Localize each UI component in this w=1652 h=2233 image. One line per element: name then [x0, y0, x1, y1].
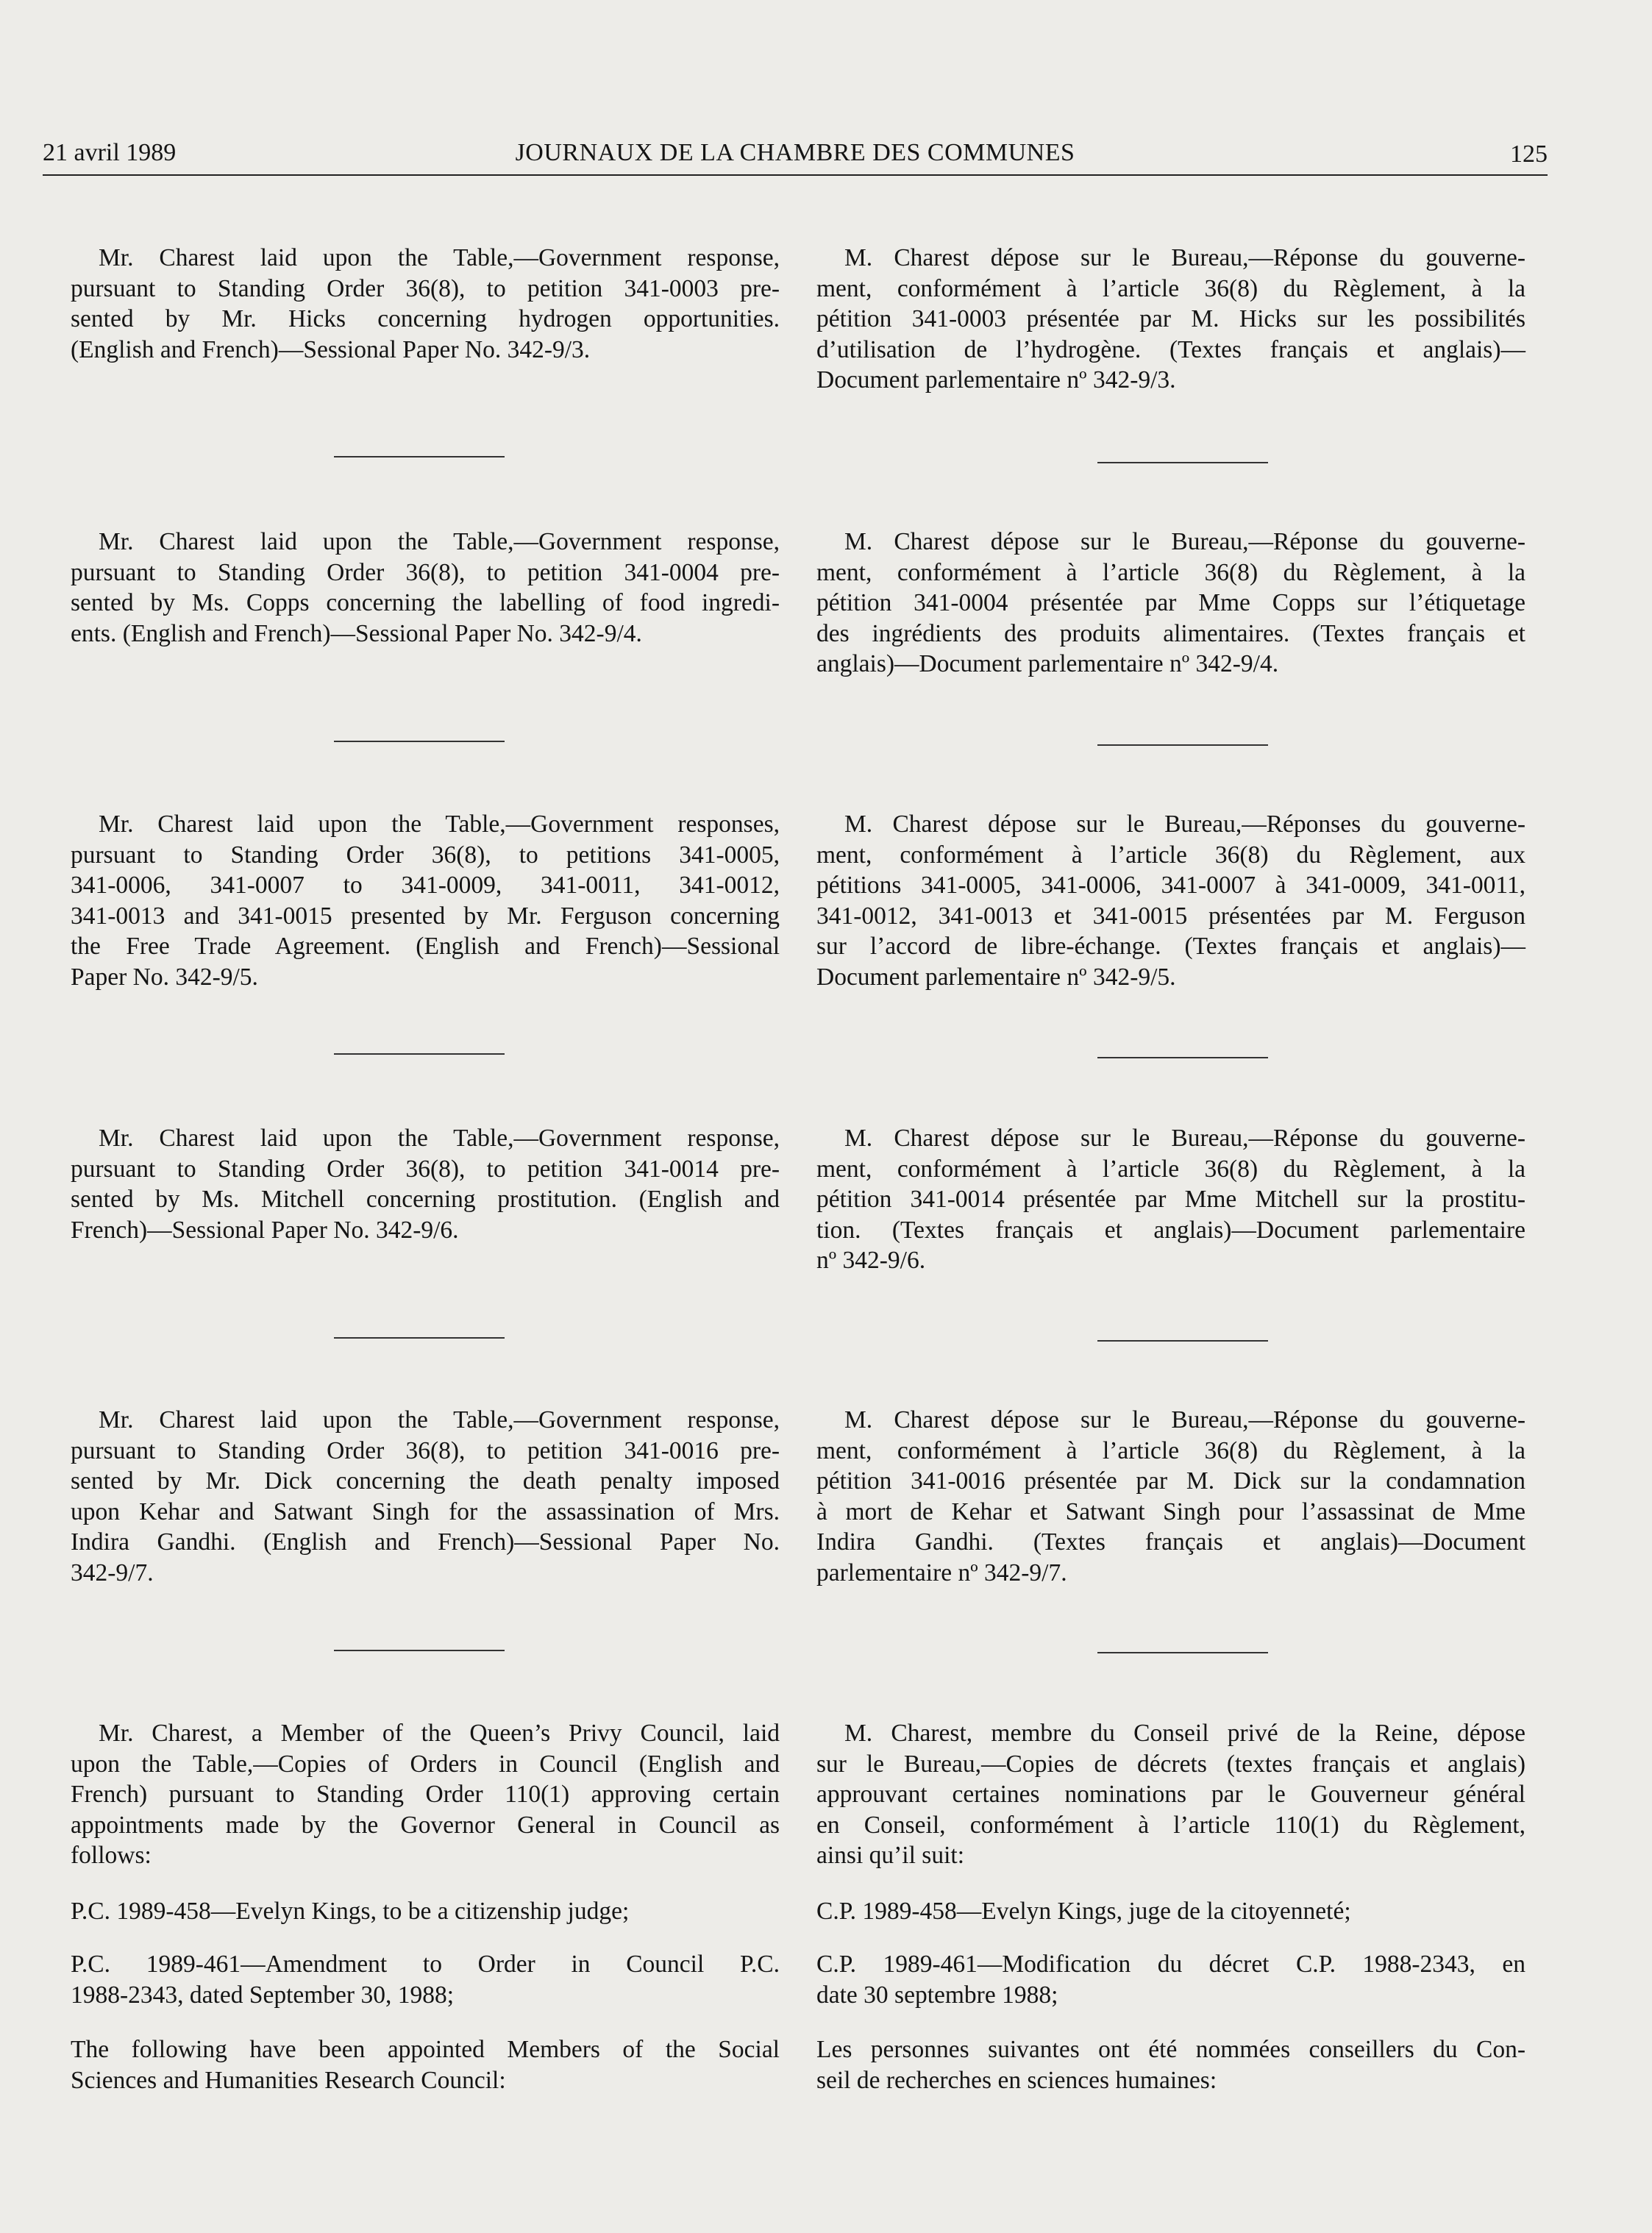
text-line: à mort de Kehar et Satwant Singh pour l’assassinat de Mme [816, 1497, 1525, 1525]
paragraph-fr-4 [816, 1123, 1525, 1276]
text-line: P.C. 1989-461—Amendment to Order in Council P.C. [71, 1951, 780, 1978]
text-line: appointments made by the Governor General in Council as [71, 1811, 780, 1839]
paragraph-en-5 [71, 1405, 780, 1588]
text-line: anglais)—Document parlementaire nº 342-9/4. [816, 650, 1279, 677]
separator-rule [334, 1337, 505, 1339]
text-line: nº 342-9/6. [816, 1247, 926, 1274]
separator-rule [1097, 744, 1268, 746]
text-line: pursuant to Standing Order 36(8), to petition 341-0003 pre- [71, 274, 780, 302]
text-line: Mr. Charest laid upon the Table,—Government response, [99, 244, 780, 271]
text-line: pétition 341-0016 présentée par M. Dick sur la condamnation [816, 1467, 1525, 1495]
text-line: approuvant certaines nominations par le Gouverneur général [816, 1781, 1525, 1808]
text-line: M. Charest, membre du Conseil privé de la Reine, dépose [844, 1720, 1525, 1747]
text-line: ment, conformément à l’article 36(8) du Règlement, aux [816, 841, 1525, 869]
text-line: 1988-2343, dated September 30, 1988; [71, 1981, 455, 2009]
text-line: pursuant to Standing Order 36(8), to petition 341-0014 pre- [71, 1155, 780, 1183]
paragraph-fr-2 [816, 527, 1525, 680]
text-line: C.P. 1989-458—Evelyn Kings, juge de la citoyenneté; [816, 1898, 1351, 1925]
header-date: 21 avril 1989 [43, 139, 177, 166]
page-number: 125 [1510, 140, 1548, 168]
paragraph-fr-5 [816, 1405, 1525, 1588]
separator-rule [1097, 1340, 1268, 1342]
text-line: M. Charest dépose sur le Bureau,—Réponse du gouverne- [844, 528, 1525, 555]
text-line: Paper No. 342-9/5. [71, 963, 258, 991]
page-header [43, 138, 1548, 177]
text-line: Mr. Charest laid upon the Table,—Government response, [99, 1406, 780, 1434]
text-line: pétition 341-0014 présentée par Mme Mitchell sur la prostitu- [816, 1186, 1525, 1213]
text-line: M. Charest dépose sur le Bureau,—Réponses du gouverne- [844, 811, 1525, 838]
text-line: pétitions 341-0005, 341-0006, 341-0007 à 341-0009, 341-0011, [816, 872, 1525, 899]
text-line: 342-9/7. [71, 1559, 154, 1586]
text-line: Mr. Charest, a Member of the Queen’s Privy Council, laid [99, 1720, 780, 1747]
paragraph-en-6 [71, 1718, 780, 1871]
paragraph-en-7 [71, 1896, 780, 1927]
text-line: Mr. Charest laid upon the Table,—Government response, [99, 1125, 780, 1152]
text-line: Mr. Charest laid upon the Table,—Government responses, [99, 811, 780, 838]
text-line: tion. (Textes français et anglais)—Document parlementaire [816, 1216, 1525, 1244]
text-line: Indira Gandhi. (English and French)—Sessional Paper No. [71, 1528, 780, 1556]
text-line: 341-0006, 341-0007 to 341-0009, 341-0011, 341-0012, [71, 872, 780, 899]
text-line: M. Charest dépose sur le Bureau,—Réponse du gouverne- [844, 1406, 1525, 1434]
text-line: pursuant to Standing Order 36(8), to petitions 341-0005, [71, 841, 780, 869]
text-line: pétition 341-0003 présentée par M. Hicks sur les possibilités [816, 305, 1525, 332]
text-line: the Free Trade Agreement. (English and French)—Sessional [71, 933, 780, 960]
text-line: M. Charest dépose sur le Bureau,—Réponse du gouverne- [844, 1125, 1525, 1152]
text-line: sented by Mr. Dick concerning the death penalty imposed [71, 1467, 780, 1495]
text-line: follows: [71, 1842, 152, 1869]
text-line: ment, conformément à l’article 36(8) du Règlement, à la [816, 274, 1525, 302]
text-line: Document parlementaire nº 342-9/5. [816, 963, 1176, 991]
paragraph-en-3 [71, 809, 780, 992]
separator-rule [1097, 1057, 1268, 1058]
separator-rule [1097, 1652, 1268, 1653]
paragraph-en-4 [71, 1123, 780, 1245]
text-line: Indira Gandhi. (Textes français et anglais)—Document [816, 1528, 1525, 1556]
text-line: ment, conformément à l’article 36(8) du Règlement, à la [816, 1436, 1525, 1464]
text-line: sented by Mr. Hicks concerning hydrogen opportunities. [71, 305, 780, 332]
paragraph-en-9 [71, 2034, 780, 2095]
text-line: en Conseil, conformément à l’article 110(1) du Règlement, [816, 1811, 1525, 1839]
text-line: upon Kehar and Satwant Singh for the assassination of Mrs. [71, 1497, 780, 1525]
text-line: P.C. 1989-458—Evelyn Kings, to be a citizenship judge; [71, 1898, 630, 1925]
header-title: JOURNAUX DE LA CHAMBRE DES COMMUNES [515, 139, 1075, 166]
text-line: pursuant to Standing Order 36(8), to petition 341-0004 pre- [71, 558, 780, 586]
separator-rule [334, 1053, 505, 1055]
text-line: ainsi qu’il suit: [816, 1842, 964, 1869]
text-line: 341-0013 and 341-0015 presented by Mr. Ferguson concerning [71, 902, 780, 930]
text-line: M. Charest dépose sur le Bureau,—Réponse du gouverne- [844, 244, 1525, 271]
text-line: Document parlementaire nº 342-9/3. [816, 366, 1176, 393]
paragraph-fr-8 [816, 1949, 1525, 2010]
text-line: d’utilisation de l’hydrogène. (Textes français et anglais)— [816, 335, 1525, 363]
header-rule [43, 174, 1548, 176]
separator-rule [334, 741, 505, 742]
text-line: Sciences and Humanities Research Council: [71, 2066, 506, 2094]
text-line: ment, conformément à l’article 36(8) du Règlement, à la [816, 1155, 1525, 1183]
text-line: sented by Ms. Mitchell concerning prostitution. (English and [71, 1186, 780, 1213]
paragraph-en-1 [71, 243, 780, 365]
text-line: sur l’accord de libre-échange. (Textes français et anglais)— [816, 933, 1525, 960]
text-line: date 30 septembre 1988; [816, 1981, 1058, 2009]
text-line: ment, conformément à l’article 36(8) du Règlement, à la [816, 558, 1525, 586]
text-line: upon the Table,—Copies of Orders in Council (English and [71, 1750, 780, 1778]
text-line: ents. (English and French)—Sessional Paper No. 342-9/4. [71, 619, 642, 647]
text-line: sented by Ms. Copps concerning the labelling of food ingredi- [71, 589, 780, 616]
text-line: French) pursuant to Standing Order 110(1) approving certain [71, 1781, 780, 1808]
text-line: French)—Sessional Paper No. 342-9/6. [71, 1216, 459, 1244]
text-line: pétition 341-0004 présentée par Mme Copps sur l’étiquetage [816, 589, 1525, 616]
text-line: Mr. Charest laid upon the Table,—Government response, [99, 528, 780, 555]
text-line: pursuant to Standing Order 36(8), to petition 341-0016 pre- [71, 1436, 780, 1464]
paragraph-en-2 [71, 527, 780, 649]
text-line: Les personnes suivantes ont été nommées conseillers du Con- [816, 2036, 1525, 2063]
text-line: seil de recherches en sciences humaines: [816, 2066, 1217, 2094]
paragraph-fr-6 [816, 1718, 1525, 1871]
paragraph-fr-3 [816, 809, 1525, 992]
text-line: (English and French)—Sessional Paper No. 342-9/3. [71, 335, 591, 363]
paragraph-fr-1 [816, 243, 1525, 396]
text-line: C.P. 1989-461—Modification du décret C.P. 1988-2343, en [816, 1951, 1525, 1978]
text-line: 341-0012, 341-0013 et 341-0015 présentées par M. Ferguson [816, 902, 1525, 930]
separator-rule [334, 1650, 505, 1651]
text-line: parlementaire nº 342-9/7. [816, 1559, 1067, 1586]
text-line: The following have been appointed Members of the Social [71, 2036, 780, 2063]
separator-rule [1097, 462, 1268, 463]
paragraph-en-8 [71, 1949, 780, 2010]
paragraph-fr-9 [816, 2034, 1525, 2095]
text-line: des ingrédients des produits alimentaires. (Textes français et [816, 619, 1525, 647]
separator-rule [334, 456, 505, 457]
paragraph-fr-7 [816, 1896, 1525, 1927]
text-line: sur le Bureau,—Copies de décrets (textes français et anglais) [816, 1750, 1525, 1778]
